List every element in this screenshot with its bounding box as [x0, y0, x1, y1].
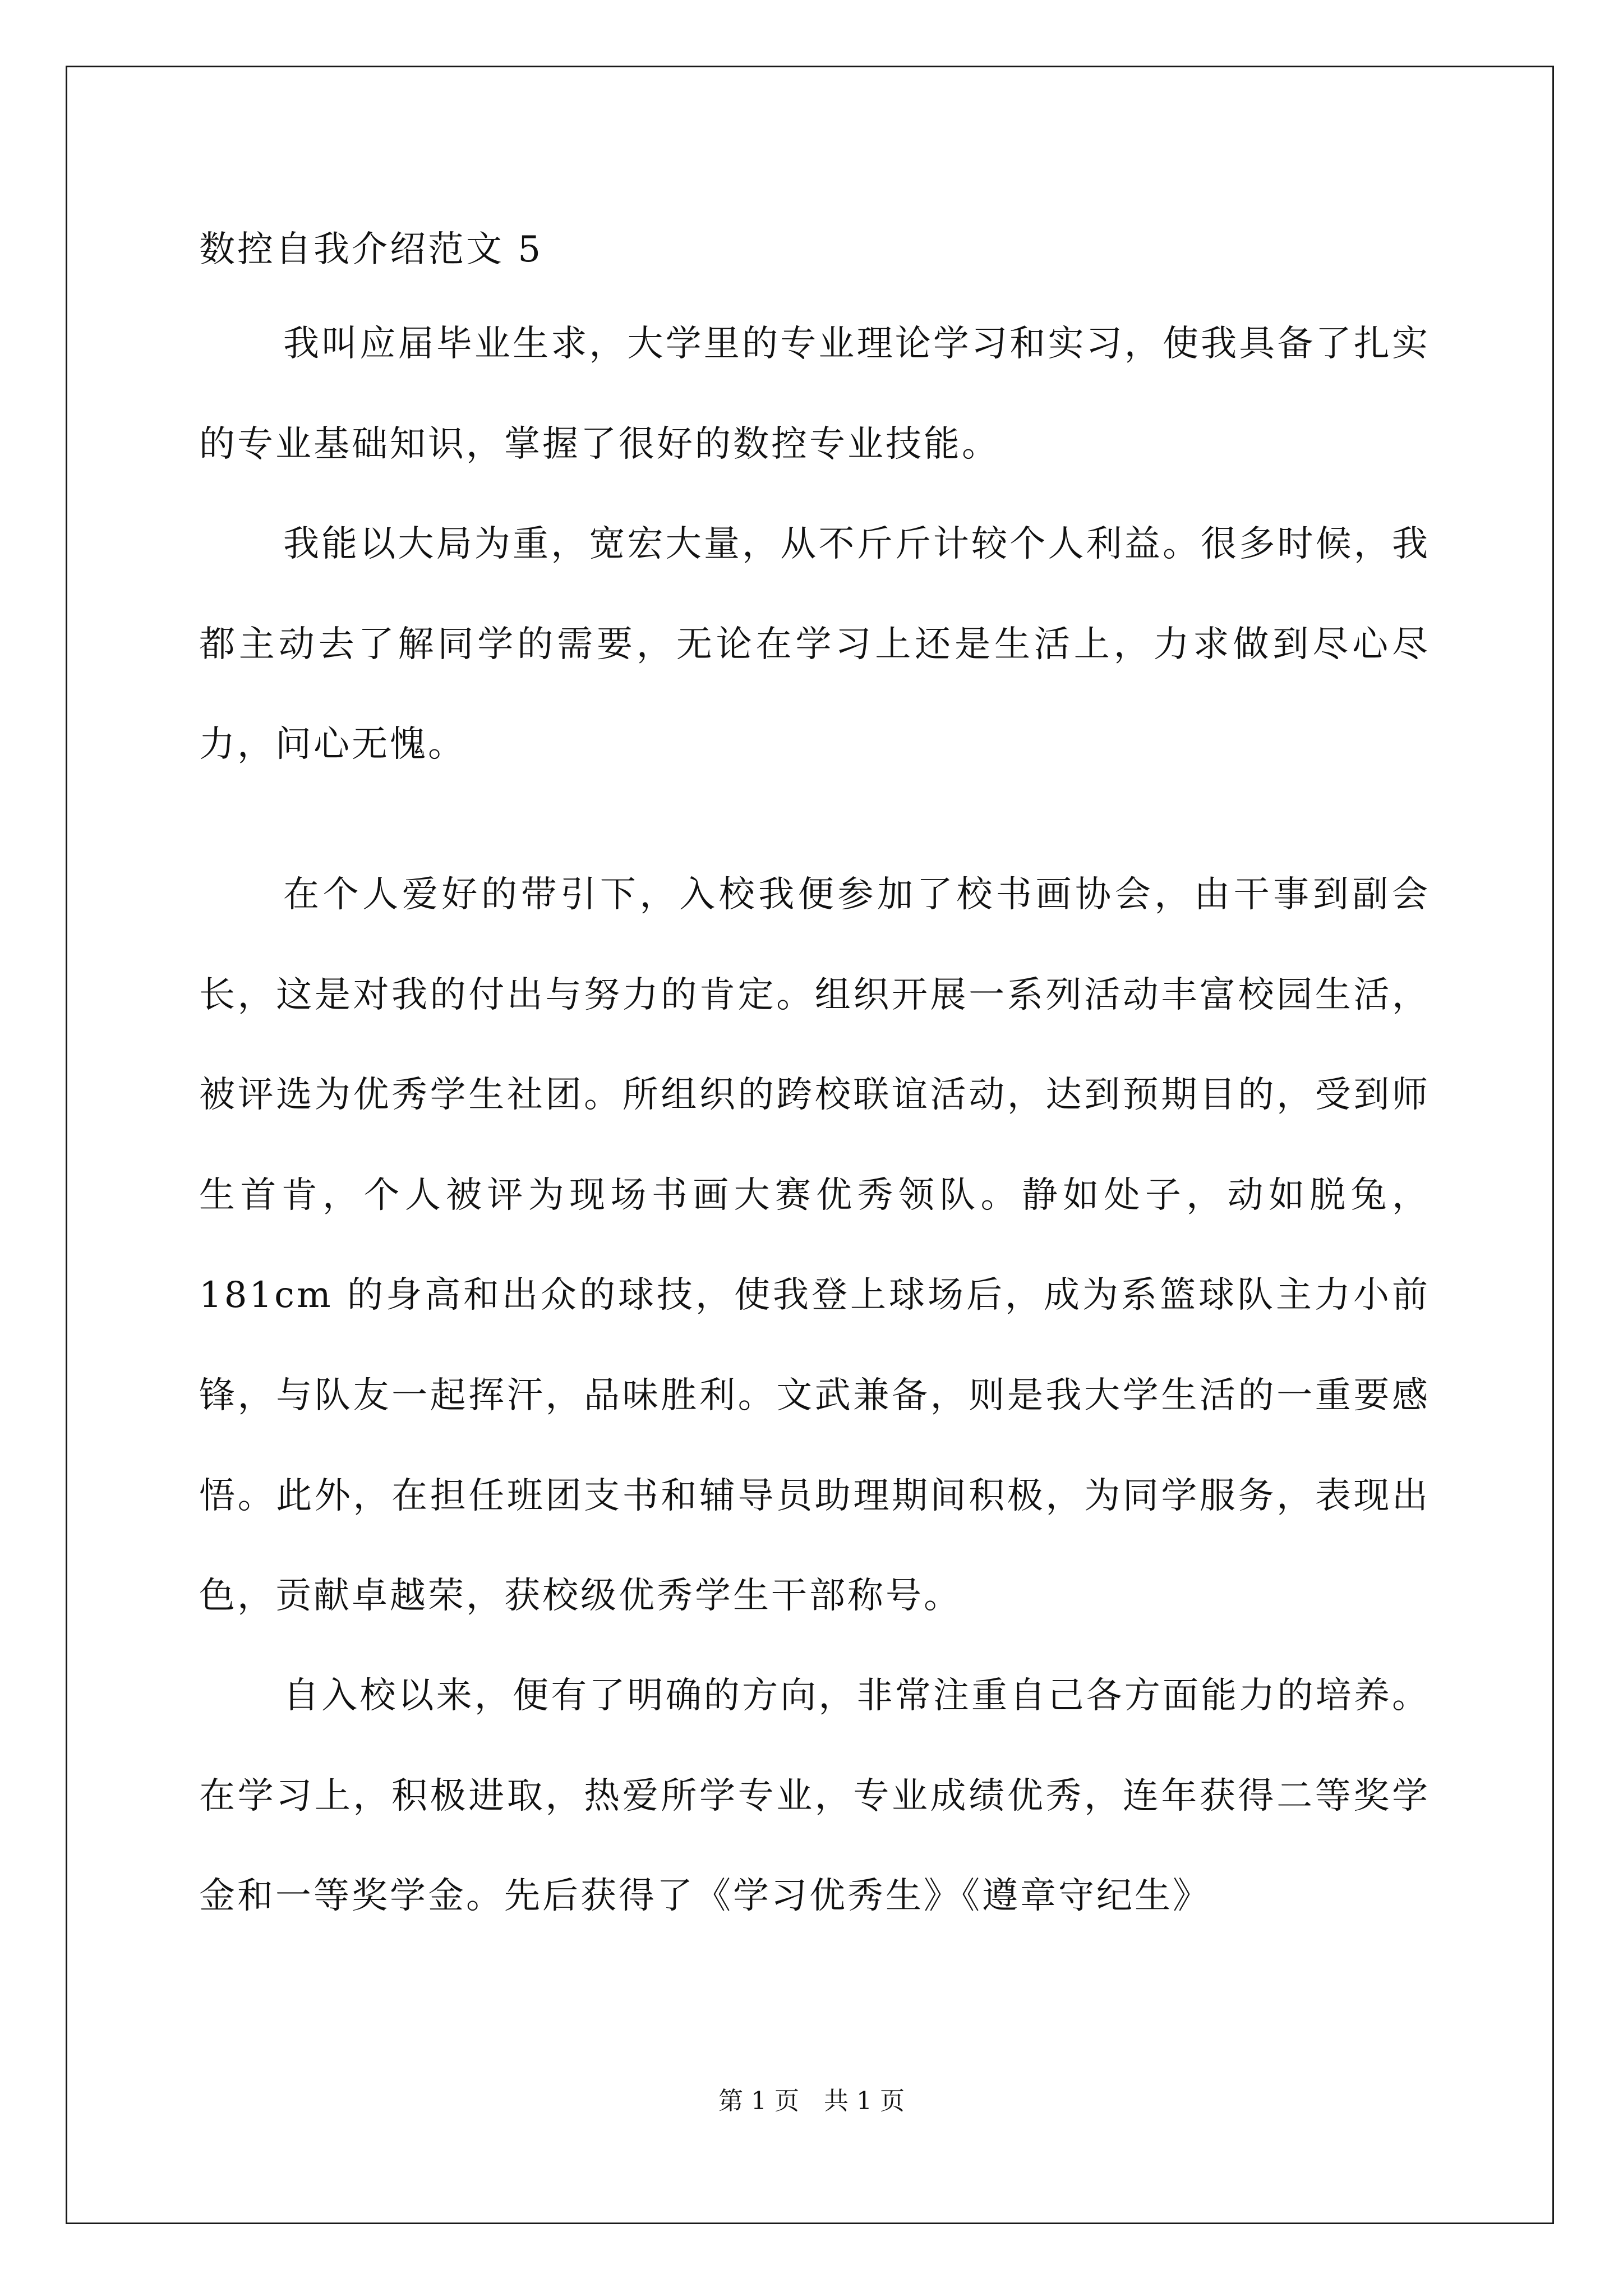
paragraph-3: 在个人爱好的带引下，入校我便参加了校书画协会，由干事到副会长，这是对我的付出与努力的肯定。组织开展一系列活动丰富校园生活，被评选为优秀学生社团。所组织的跨校联谊活动，达到预期目的，受到师生首肯，个人被评为现场书画大赛优秀领队。静如处子，动如脱兔，181cm 的身高和出众的球技，使我登上球场后，成为系篮球队主力小前锋，与队友一起挥汗，品味胜利。文武兼备，则是我大学生活的一重要感悟。此外，在担任班团支书和辅导员助理期间积极，为同学服务，表现出色，贡献卓越荣，获校级优秀学生干部称号。 [199, 874, 1430, 1617]
paragraph-2: 我能以大局为重，宽宏大量，从不斤斤计较个人利益。很多时候，我都主动去了解同学的需要，无论在学习上还是生活上，力求做到尽心尽力，问心无愧。 [199, 523, 1430, 766]
document-title: 数控自我介绍范文 5 [199, 229, 543, 270]
paragraph-4: 自入校以来，便有了明确的方向，非常注重自己各方面能力的培养。在学习上，积极进取，热爱所学专业，专业成绩优秀，连年获得二等奖学金和一等奖学金。先后获得了《学习优秀生》《遵章守纪生》 [199, 1675, 1430, 1917]
page-number-footer: 第 1 页 共 1 页 [718, 2087, 905, 2115]
paragraph-1: 我叫应届毕业生求，大学里的专业理论学习和实习，使我具备了扎实的专业基础知识，掌握了很好的数控专业技能。 [199, 323, 1430, 465]
